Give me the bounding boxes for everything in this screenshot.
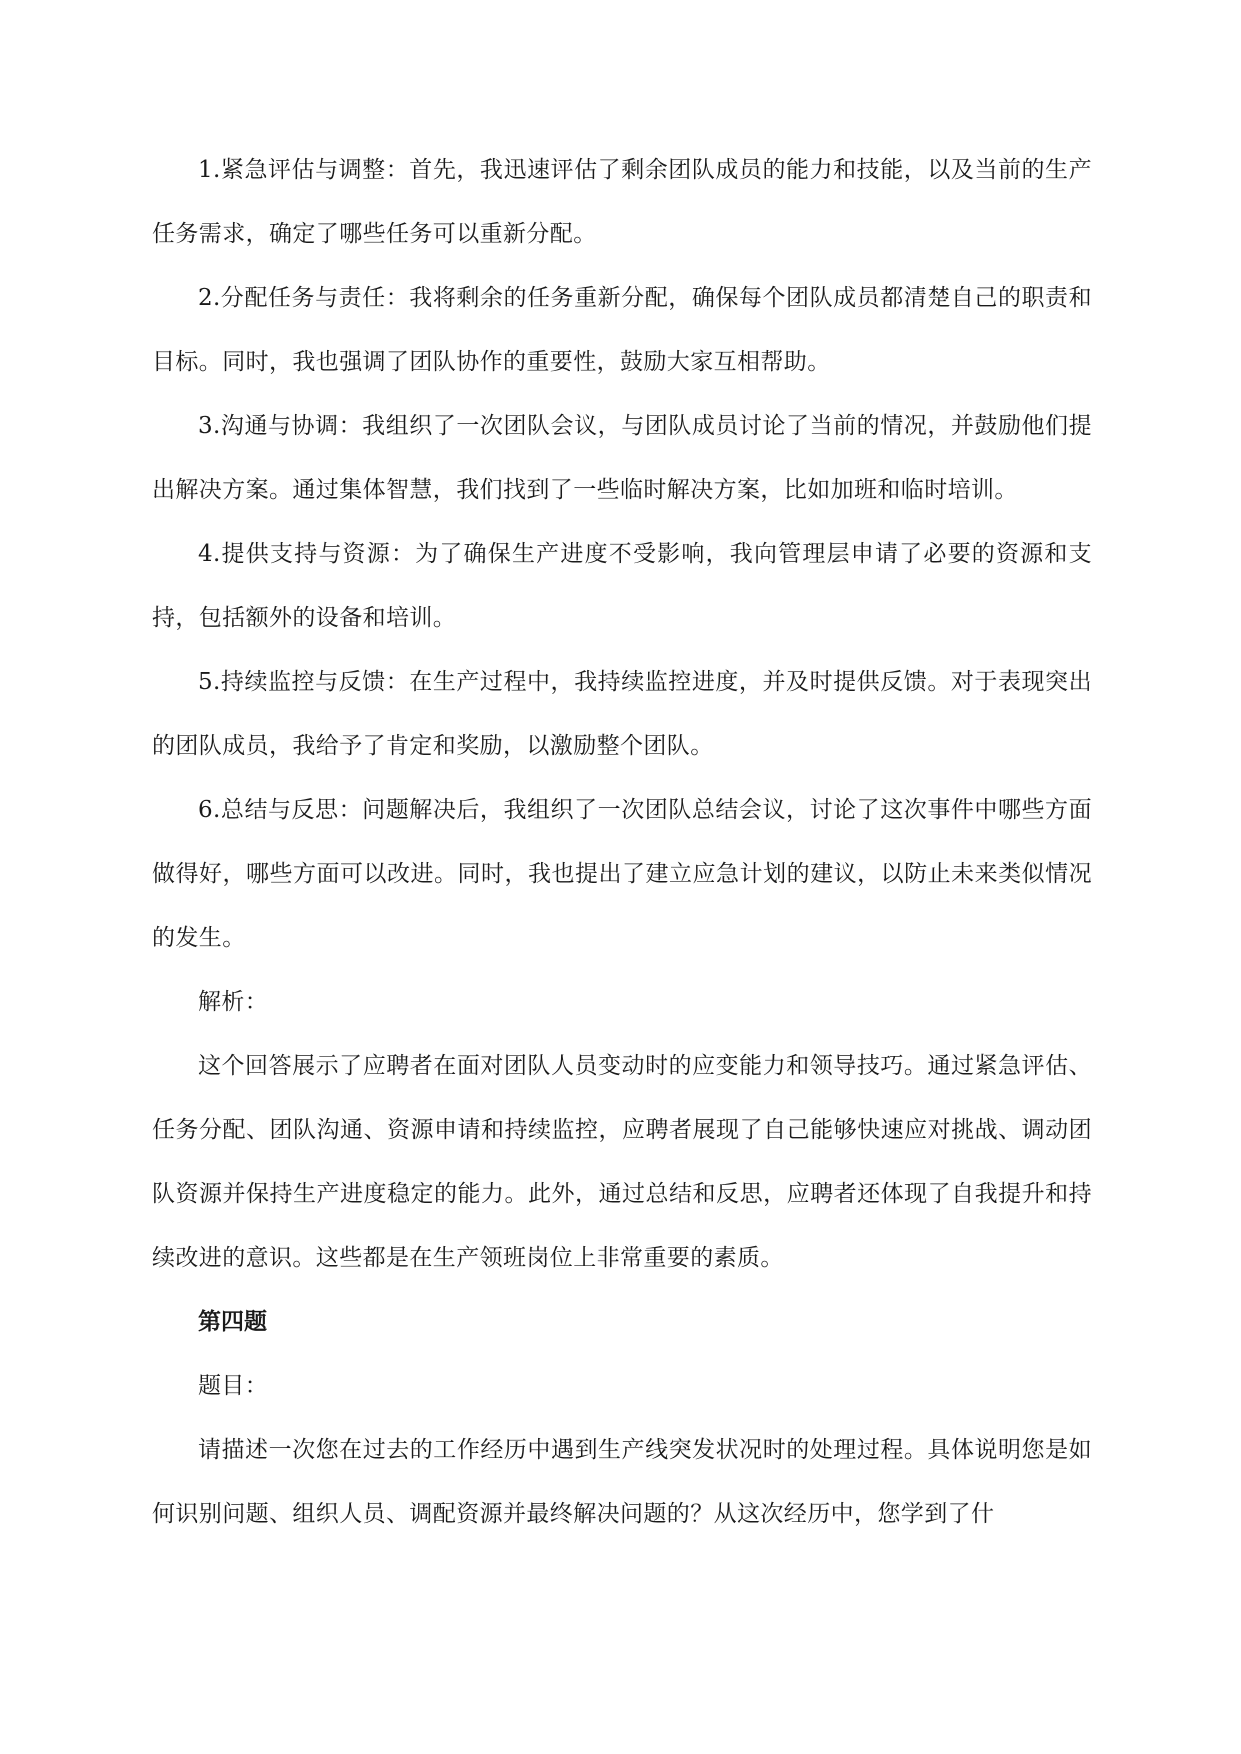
document-page [152, 138, 1092, 1546]
question-label: 题目： [198, 1373, 269, 1399]
paragraph-communication: 3.沟通与协调：我组织了一次团队会议，与团队成员讨论了当前的情况，并鼓励他们提出解决方案。通过集体智慧，我们找到了一些临时解决方案，比如加班和临时培训。 [152, 413, 1092, 503]
paragraph-task-assignment: 2.分配任务与责任：我将剩余的任务重新分配，确保每个团队成员都清楚自己的职责和目标。同时，我也强调了团队协作的重要性，鼓励大家互相帮助。 [152, 285, 1092, 375]
paragraph-support-resources: 4.提供支持与资源：为了确保生产进度不受影响，我向管理层申请了必要的资源和支持，包括额外的设备和培训。 [152, 541, 1092, 631]
section-heading: 第四题 [198, 1308, 267, 1335]
analysis-label: 解析： [198, 989, 269, 1015]
paragraph-summary-reflection: 6.总结与反思：问题解决后，我组织了一次团队总结会议，讨论了这次事件中哪些方面做得好，哪些方面可以改进。同时，我也提出了建立应急计划的建议，以防止未来类似情况的发生。 [152, 797, 1092, 951]
paragraph-monitoring-feedback: 5.持续监控与反馈：在生产过程中，我持续监控进度，并及时提供反馈。对于表现突出的团队成员，我给予了肯定和奖励，以激励整个团队。 [152, 669, 1092, 759]
analysis-paragraph: 这个回答展示了应聘者在面对团队人员变动时的应变能力和领导技巧。通过紧急评估、任务分配、团队沟通、资源申请和持续监控，应聘者展现了自己能够快速应对挑战、调动团队资源并保持生产进度稳定的能力。此外，通过总结和反思，应聘者还体现了自我提升和持续改进的意识。这些都是在生产领班岗位上非常重要的素质。 [152, 1053, 1092, 1271]
question-paragraph: 请描述一次您在过去的工作经历中遇到生产线突发状况时的处理过程。具体说明您是如何识别问题、组织人员、调配资源并最终解决问题的？从这次经历中，您学到了什 [152, 1437, 1092, 1527]
paragraph-emergency-assessment: 1.紧急评估与调整：首先，我迅速评估了剩余团队成员的能力和技能，以及当前的生产任务需求，确定了哪些任务可以重新分配。 [152, 157, 1092, 247]
